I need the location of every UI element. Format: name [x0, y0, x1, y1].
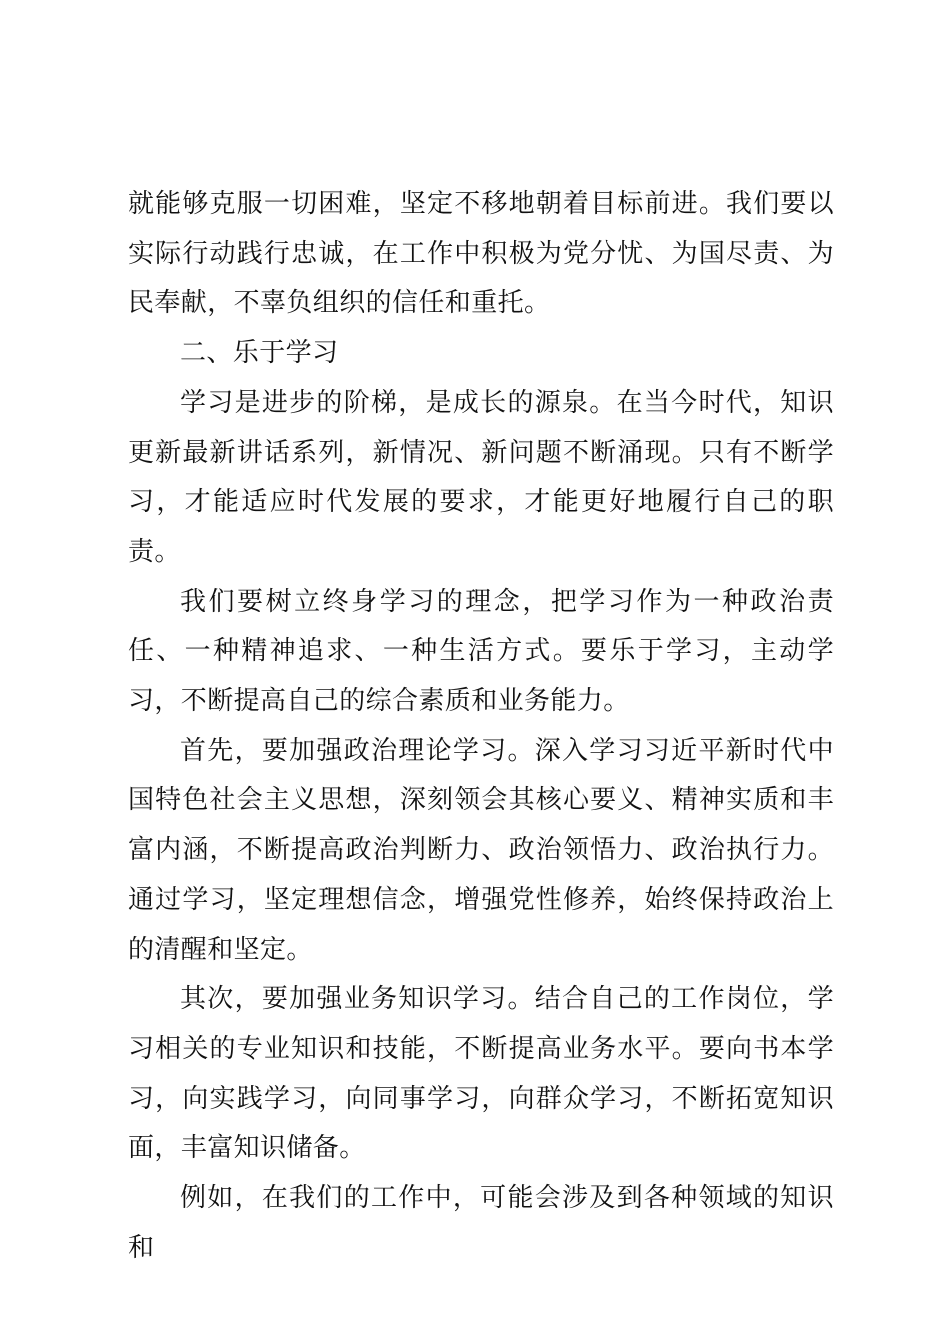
body-paragraph: 例如，在我们的工作中，可能会涉及到各种领域的知识和: [128, 1183, 834, 1263]
body-paragraph: 我们要树立终身学习的理念，把学习作为一种政治责任、一种精神追求、一种生活方式。要乐于学习，主动学习，不断提高自己的综合素质和业务能力。: [128, 586, 834, 717]
body-paragraph: 首先，要加强政治理论学习。深入学习习近平新时代中国特色社会主义思想，深刻领会其核心要义、精神实质和丰富内涵，不断提高政治判断力、政治领悟力、政治执行力。通过学习，坚定理想信念，增强党性修养，始终保持政治上的清醒和坚定。: [128, 735, 834, 965]
section-heading: 二、乐于学习: [180, 338, 339, 369]
body-paragraph: 其次，要加强业务知识学习。结合自己的工作岗位，学习相关的专业知识和技能，不断提高业务水平。要向书本学习，向实践学习，向同事学习，向群众学习，不断拓宽知识面，丰富知识储备。: [128, 984, 834, 1164]
body-paragraph: 学习是进步的阶梯，是成长的源泉。在当今时代，知识更新最新讲话系列，新情况、新问题不断涌现。只有不断学习，才能适应时代发展的要求，才能更好地履行自己的职责。: [128, 387, 834, 567]
body-paragraph: 就能够克服一切困难，坚定不移地朝着目标前进。我们要以实际行动践行忠诚，在工作中积极为党分忧、为国尽责、为民奉献，不辜负组织的信任和重托。: [128, 189, 834, 319]
document-body: [128, 180, 834, 1273]
